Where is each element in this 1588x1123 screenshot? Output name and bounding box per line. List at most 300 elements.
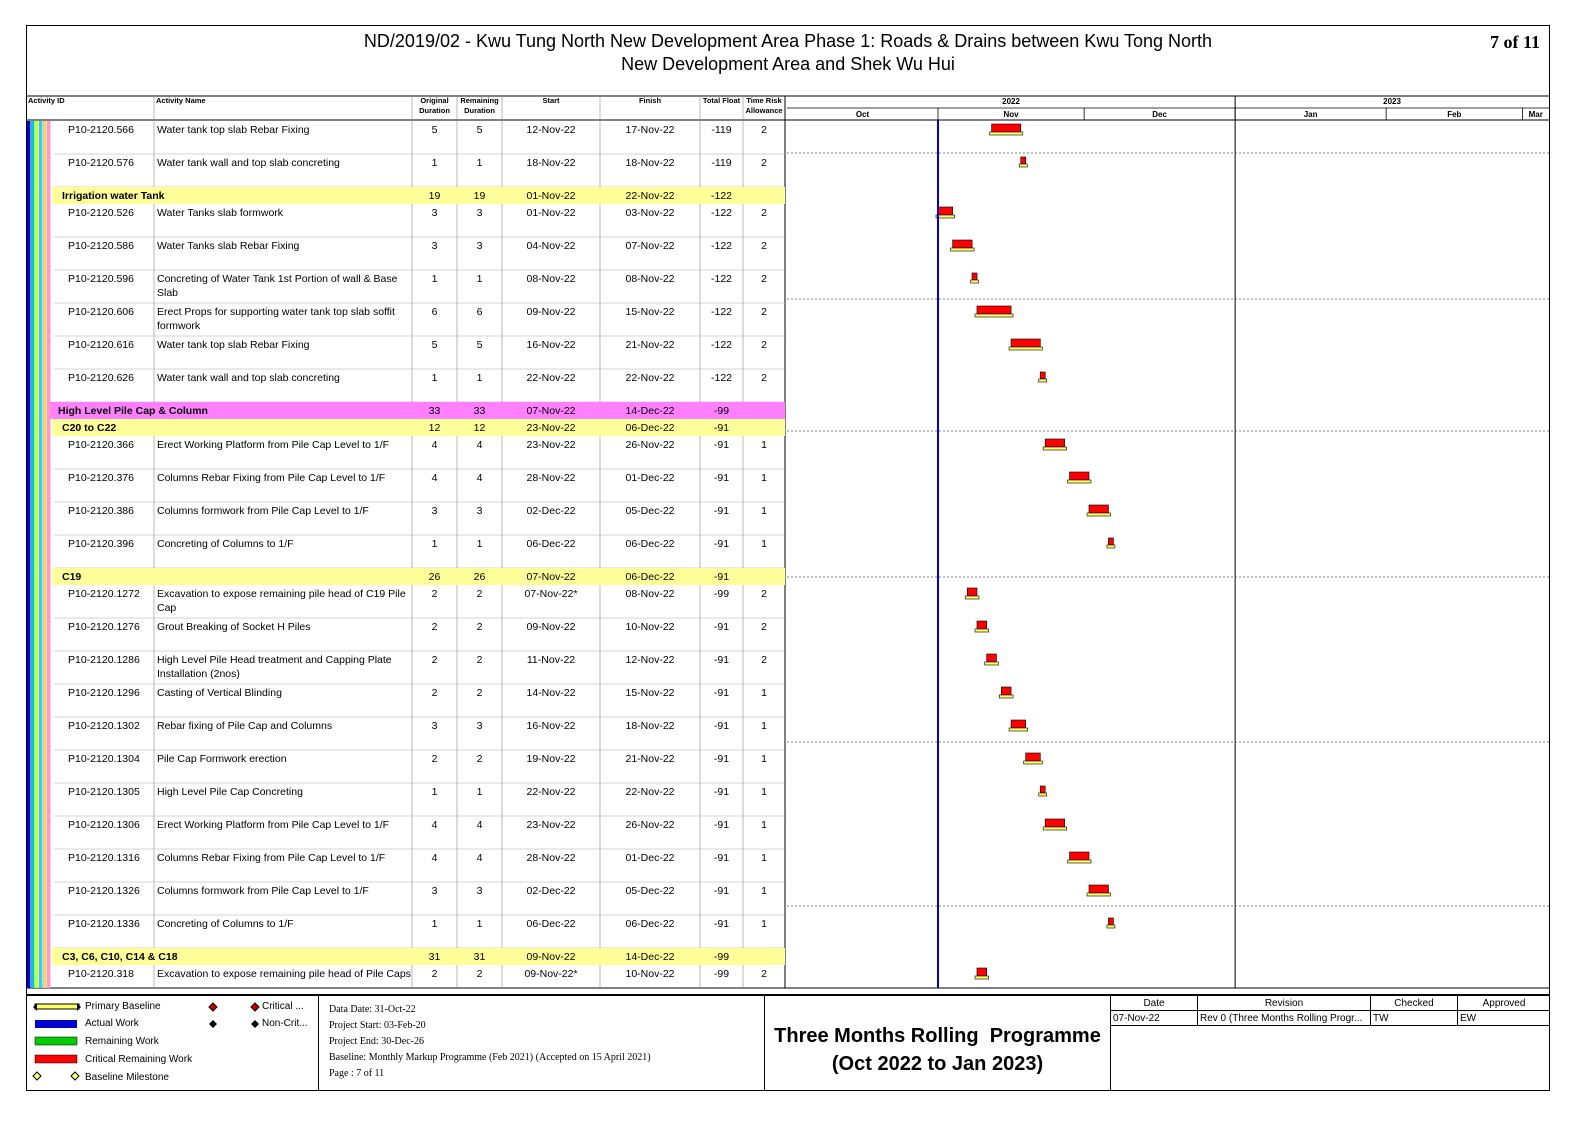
legend-critical-diamond-2 — [251, 1003, 259, 1011]
critical-bar — [1045, 819, 1064, 827]
task-cell-fi: 26-Nov-22 — [625, 819, 675, 831]
task-cell-fi: 22-Nov-22 — [625, 372, 675, 384]
wbs-cell-st: 09-Nov-22 — [526, 951, 576, 963]
month-label-mar: Mar — [1528, 110, 1543, 119]
legend-milestone-diamond-2 — [71, 1072, 79, 1080]
activity-id: P10-2120.376 — [68, 472, 134, 484]
rev-revision: Rev 0 (Three Months Rolling Progr... — [1198, 1011, 1371, 1026]
baseline-bar — [1068, 480, 1091, 483]
task-cell-od: 3 — [431, 885, 438, 897]
wbs-cell-st: 07-Nov-22 — [526, 405, 576, 417]
wbs-band — [52, 419, 785, 436]
task-cell-rd: 1 — [476, 538, 483, 550]
task-cell-rd: 4 — [476, 472, 483, 484]
legend-non-critical: Non-Crit... — [262, 1018, 308, 1029]
rev-header-date: Date — [1111, 996, 1198, 1011]
critical-bar — [938, 207, 953, 215]
task-cell-fi: 01-Dec-22 — [625, 472, 675, 484]
task-cell-rk: 1 — [761, 439, 767, 451]
task-cell-rd: 2 — [476, 621, 483, 633]
critical-bar — [977, 621, 987, 629]
task-cell-rd: 2 — [476, 588, 483, 600]
baseline-bar — [975, 629, 989, 632]
task-cell-st: 09-Nov-22 — [526, 306, 576, 318]
baseline-bar — [1009, 728, 1028, 731]
task-cell-st: 02-Dec-22 — [526, 885, 576, 897]
wbs-cell-od: 33 — [428, 405, 441, 417]
wbs-level-stripe — [31, 121, 35, 988]
baseline-bar — [975, 314, 1013, 317]
activity-id: P10-2120.1296 — [68, 687, 140, 699]
task-cell-od: 1 — [431, 918, 438, 930]
activity-name: Columns Rebar Fixing from Pile Cap Level to 1/F — [157, 472, 386, 484]
wbs-level-stripe — [39, 121, 43, 988]
activity-id: P10-2120.366 — [68, 439, 134, 451]
task-cell-rd: 4 — [476, 819, 483, 831]
activity-name: Excavation to expose remaining pile head of C19 Pile — [157, 588, 406, 600]
task-cell-od: 4 — [431, 852, 438, 864]
activity-name: Water Tanks slab formwork — [157, 207, 284, 219]
task-cell-od: 1 — [431, 157, 438, 169]
task-cell-st: 08-Nov-22 — [526, 273, 576, 285]
wbs-level-stripe — [27, 121, 31, 988]
wbs-name: C19 — [62, 571, 82, 583]
baseline-bar — [975, 976, 989, 979]
task-cell-rk: 1 — [761, 852, 767, 864]
task-cell-od: 1 — [431, 273, 438, 285]
task-cell-od: 3 — [431, 720, 438, 732]
activity-name: Columns Rebar Fixing from Pile Cap Level to 1/F — [157, 852, 386, 864]
column-header-total-float: Total Float — [702, 96, 741, 105]
activity-id: P10-2120.1286 — [68, 654, 140, 666]
task-cell-st: 28-Nov-22 — [526, 472, 576, 484]
wbs-level-stripe — [47, 121, 51, 988]
programme-title-line-1: Three Months Rolling Programme — [774, 1025, 1101, 1047]
activity-name: High Level Pile Head treatment and Capping Plate — [157, 654, 392, 666]
task-cell-rd: 6 — [476, 306, 483, 318]
legend-milestone-diamond-1 — [33, 1072, 41, 1080]
wbs-cell-fi: 14-Dec-22 — [625, 405, 675, 417]
task-cell-rd: 1 — [476, 786, 483, 798]
baseline-bar — [1087, 513, 1110, 516]
wbs-cell-tf: -122 — [710, 190, 733, 202]
programme-title-line-2: (Oct 2022 to Jan 2023) — [831, 1053, 1044, 1075]
task-cell-rk: 1 — [761, 819, 767, 831]
baseline-bar — [1107, 925, 1115, 928]
revision-table — [1110, 996, 1550, 1090]
critical-bar — [953, 240, 972, 248]
rev-checked: TW — [1371, 1011, 1458, 1026]
baseline-bar — [965, 596, 979, 599]
project-start: Project Start: 03-Feb-20 — [329, 1020, 426, 1031]
task-cell-fi: 10-Nov-22 — [625, 621, 675, 633]
task-cell-st: 22-Nov-22 — [526, 786, 576, 798]
task-cell-od: 4 — [431, 439, 438, 451]
baseline-bar — [985, 662, 999, 665]
task-cell-od: 1 — [431, 786, 438, 798]
wbs-cell-rd: 31 — [473, 951, 486, 963]
task-cell-rk: 2 — [761, 339, 767, 351]
column-header-activity_name: Activity Name — [156, 96, 206, 105]
task-cell-rd: 2 — [476, 687, 483, 699]
task-cell-rd: 3 — [476, 885, 483, 897]
activity-id: P10-2120.526 — [68, 207, 134, 219]
task-cell-rk: 1 — [761, 687, 767, 699]
task-cell-tf: -99 — [713, 588, 730, 600]
wbs-cell-od: 12 — [428, 422, 441, 434]
wbs-cell-tf: -91 — [713, 422, 730, 434]
task-cell-st: 23-Nov-22 — [526, 819, 576, 831]
activity-name: Concreting of Columns to 1/F — [157, 918, 294, 930]
task-cell-tf: -91 — [713, 918, 730, 930]
task-cell-rk: 2 — [761, 207, 767, 219]
month-label-jan: Jan — [1303, 110, 1318, 119]
wbs-cell-fi: 06-Dec-22 — [625, 571, 675, 583]
task-cell-fi: 05-Dec-22 — [625, 505, 675, 517]
task-cell-rk: 1 — [761, 753, 767, 765]
activity-name: Columns formwork from Pile Cap Level to 1/F — [157, 505, 369, 517]
activity-id: P10-2120.1326 — [68, 885, 140, 897]
activity-id: P10-2120.566 — [68, 124, 134, 136]
task-cell-od: 4 — [431, 472, 438, 484]
task-cell-rd: 5 — [476, 339, 483, 351]
legend-baseline-swatch — [35, 1004, 79, 1009]
critical-bar — [1045, 439, 1064, 447]
legend-actual-swatch — [35, 1020, 77, 1028]
column-header-finish: Finish — [638, 96, 662, 105]
legend-remaining-swatch — [35, 1037, 77, 1045]
activity-id: P10-2120.1304 — [68, 753, 140, 765]
task-cell-fi: 21-Nov-22 — [625, 339, 675, 351]
task-cell-fi: 08-Nov-22 — [625, 588, 675, 600]
legend-critical: Critical ... — [262, 1001, 304, 1012]
legend-noncrit-diamond-2 — [251, 1020, 259, 1028]
task-cell-fi: 21-Nov-22 — [625, 753, 675, 765]
task-cell-fi: 12-Nov-22 — [625, 654, 675, 666]
critical-bar — [977, 968, 987, 976]
task-cell-rd: 1 — [476, 918, 483, 930]
task-cell-rk: 1 — [761, 918, 767, 930]
wbs-cell-tf: -99 — [713, 951, 730, 963]
task-cell-rk: 2 — [761, 306, 767, 318]
legend-actual-work: Actual Work — [85, 1018, 139, 1029]
baseline-bar — [990, 132, 1023, 135]
wbs-cell-tf: -91 — [713, 571, 730, 583]
baseline-bar — [1068, 860, 1091, 863]
wbs-cell-rd: 26 — [473, 571, 486, 583]
task-cell-od: 1 — [431, 538, 438, 550]
task-cell-tf: -99 — [713, 968, 730, 980]
wbs-level-stripe — [35, 121, 39, 988]
critical-bar — [992, 124, 1021, 132]
task-cell-fi: 22-Nov-22 — [625, 786, 675, 798]
activity-id: P10-2120.396 — [68, 538, 134, 550]
task-cell-fi: 05-Dec-22 — [625, 885, 675, 897]
task-cell-tf: -91 — [713, 472, 730, 484]
project-info — [318, 996, 763, 1090]
task-cell-tf: -122 — [710, 207, 733, 219]
activity-name-line-2: formwork — [157, 320, 201, 332]
task-cell-od: 5 — [431, 124, 438, 136]
task-cell-fi: 06-Dec-22 — [625, 538, 675, 550]
critical-bar — [1070, 472, 1089, 480]
task-cell-rk: 2 — [761, 124, 767, 136]
wbs-cell-rd: 33 — [473, 405, 486, 417]
activity-name: Water tank top slab Rebar Fixing — [157, 124, 310, 136]
task-cell-st: 11-Nov-22 — [526, 654, 576, 666]
activity-name: Water tank top slab Rebar Fixing — [157, 339, 310, 351]
task-cell-tf: -122 — [710, 273, 733, 285]
task-cell-st: 19-Nov-22 — [526, 753, 576, 765]
task-cell-fi: 10-Nov-22 — [625, 968, 675, 980]
baseline-bar — [1039, 793, 1047, 796]
critical-bar — [1026, 753, 1041, 761]
task-cell-od: 2 — [431, 588, 438, 600]
activity-id: P10-2120.596 — [68, 273, 134, 285]
legend-baseline-milestone: Baseline Milestone — [85, 1072, 169, 1083]
activity-name: Water tank wall and top slab concreting — [157, 372, 340, 384]
task-cell-rk: 1 — [761, 885, 767, 897]
year-label-2022: 2022 — [1002, 97, 1020, 106]
task-cell-st: 07-Nov-22* — [524, 588, 578, 600]
wbs-cell-fi: 22-Nov-22 — [625, 190, 675, 202]
task-cell-st: 22-Nov-22 — [526, 372, 576, 384]
task-cell-fi: 26-Nov-22 — [625, 439, 675, 451]
task-cell-rd: 3 — [476, 207, 483, 219]
activity-id: P10-2120.1305 — [68, 786, 140, 798]
task-cell-st: 01-Nov-22 — [526, 207, 576, 219]
task-cell-fi: 18-Nov-22 — [625, 720, 675, 732]
task-cell-od: 6 — [431, 306, 438, 318]
activity-name-line-2: Installation (2nos) — [157, 668, 240, 680]
column-header-rem-dur: Remaining — [460, 96, 499, 105]
critical-bar — [967, 588, 977, 596]
month-label-dec: Dec — [1152, 110, 1167, 119]
task-cell-tf: -122 — [710, 372, 733, 384]
task-cell-od: 2 — [431, 968, 438, 980]
activity-name: Excavation to expose remaining pile head of Pile Caps — [157, 968, 411, 980]
activity-name: Water Tanks slab Rebar Fixing — [157, 240, 300, 252]
task-cell-tf: -91 — [713, 819, 730, 831]
baseline-bar — [1039, 379, 1047, 382]
wbs-cell-rd: 19 — [473, 190, 486, 202]
activity-id: P10-2120.576 — [68, 157, 134, 169]
title-line-2: New Development Area and Shek Wu Hui — [621, 54, 955, 74]
task-cell-rk: 2 — [761, 654, 767, 666]
activity-name: Concreting of Columns to 1/F — [157, 538, 294, 550]
data-date: Data Date: 31-Oct-22 — [329, 1004, 416, 1015]
task-cell-od: 3 — [431, 207, 438, 219]
activity-name-line-2: Cap — [157, 602, 177, 614]
task-cell-od: 4 — [431, 819, 438, 831]
activity-name: Rebar fixing of Pile Cap and Columns — [157, 720, 333, 732]
task-cell-rd: 5 — [476, 124, 483, 136]
wbs-name: High Level Pile Cap & Column — [58, 405, 208, 417]
task-cell-rk: 2 — [761, 273, 767, 285]
task-cell-od: 5 — [431, 339, 438, 351]
task-cell-st: 18-Nov-22 — [526, 157, 576, 169]
task-cell-rd: 4 — [476, 439, 483, 451]
activity-name: Columns formwork from Pile Cap Level to 1/F — [157, 885, 369, 897]
task-cell-rd: 3 — [476, 240, 483, 252]
task-cell-rk: 2 — [761, 588, 767, 600]
task-cell-fi: 17-Nov-22 — [625, 124, 675, 136]
task-cell-st: 09-Nov-22 — [526, 621, 576, 633]
rev-header-revision: Revision — [1198, 996, 1371, 1011]
task-cell-rk: 1 — [761, 538, 767, 550]
baseline-bar — [999, 695, 1013, 698]
task-cell-fi: 01-Dec-22 — [625, 852, 675, 864]
task-cell-rk: 2 — [761, 240, 767, 252]
year-label-2023: 2023 — [1383, 97, 1401, 106]
task-cell-tf: -119 — [711, 124, 732, 136]
wbs-level-stripe — [43, 121, 47, 988]
activity-id: P10-2120.626 — [68, 372, 134, 384]
task-cell-tf: -91 — [713, 621, 730, 633]
column-header-orig-dur-2: Duration — [419, 106, 450, 115]
task-cell-tf: -91 — [713, 885, 730, 897]
task-cell-od: 2 — [431, 654, 438, 666]
critical-bar — [977, 306, 1011, 314]
critical-bar — [1070, 852, 1089, 860]
activity-name: Grout Breaking of Socket H Piles — [157, 621, 311, 633]
task-cell-fi: 08-Nov-22 — [625, 273, 675, 285]
task-cell-tf: -91 — [713, 786, 730, 798]
critical-bar — [1089, 505, 1108, 513]
baseline-info: Baseline: Monthly Markup Programme (Feb 2021) (Accepted on 15 April 2021) — [329, 1052, 651, 1063]
rev-header-checked: Checked — [1371, 996, 1458, 1011]
legend-remaining-work: Remaining Work — [85, 1036, 159, 1047]
task-cell-od: 2 — [431, 621, 438, 633]
page-number: 7 of 11 — [1489, 32, 1540, 52]
task-cell-rk: 2 — [761, 621, 767, 633]
wbs-cell-fi: 14-Dec-22 — [625, 951, 675, 963]
task-cell-st: 16-Nov-22 — [526, 339, 576, 351]
activity-name: Concreting of Water Tank 1st Portion of wall & Base — [157, 273, 398, 285]
baseline-bar — [951, 248, 974, 251]
wbs-name: C3, C6, C10, C14 & C18 — [62, 951, 178, 963]
column-header-orig-dur: Original — [420, 96, 449, 105]
activity-id: P10-2120.386 — [68, 505, 134, 517]
critical-bar — [987, 654, 997, 662]
activity-name: Erect Working Platform from Pile Cap Level to 1/F — [157, 819, 390, 831]
task-cell-od: 3 — [431, 240, 438, 252]
critical-bar — [1108, 918, 1113, 925]
page-info: Page : 7 of 11 — [329, 1068, 385, 1079]
activity-name-line-2: Slab — [157, 287, 179, 299]
rev-header-approved: Approved — [1458, 996, 1551, 1011]
task-cell-od: 3 — [431, 505, 438, 517]
column-header-rem-dur-2: Duration — [464, 106, 495, 115]
baseline-bar — [1024, 761, 1043, 764]
baseline-bar — [1019, 164, 1027, 167]
task-cell-tf: -119 — [711, 157, 732, 169]
legend-critical-swatch — [35, 1055, 77, 1063]
task-cell-tf: -91 — [713, 720, 730, 732]
column-header-risk-2: Allowance — [745, 106, 783, 115]
activity-name: High Level Pile Cap Concreting — [157, 786, 303, 798]
task-cell-tf: -91 — [713, 753, 730, 765]
wbs-cell-st: 23-Nov-22 — [526, 422, 576, 434]
task-cell-rd: 2 — [476, 968, 483, 980]
critical-bar — [1011, 339, 1040, 347]
activity-id: P10-2120.1316 — [68, 852, 140, 864]
task-cell-fi: 15-Nov-22 — [625, 306, 675, 318]
activity-id: P10-2120.586 — [68, 240, 134, 252]
legend — [27, 996, 317, 1090]
task-cell-tf: -91 — [713, 687, 730, 699]
baseline-bar — [1107, 545, 1115, 548]
activity-id: P10-2120.1272 — [68, 588, 140, 600]
wbs-name: C20 to C22 — [62, 422, 117, 434]
task-cell-st: 06-Dec-22 — [526, 538, 576, 550]
activity-id: P10-2120.318 — [68, 968, 134, 980]
legend-noncrit-diamond-1 — [209, 1020, 217, 1028]
task-cell-rk: 2 — [761, 372, 767, 384]
task-cell-tf: -91 — [713, 505, 730, 517]
month-label-feb: Feb — [1447, 110, 1462, 119]
task-cell-st: 02-Dec-22 — [526, 505, 576, 517]
wbs-cell-od: 19 — [428, 190, 441, 202]
task-cell-rk: 1 — [761, 505, 767, 517]
task-cell-tf: -91 — [713, 852, 730, 864]
critical-bar — [1108, 538, 1113, 545]
task-cell-st: 28-Nov-22 — [526, 852, 576, 864]
activity-name: Erect Props for supporting water tank top slab soffit — [157, 306, 395, 318]
task-cell-tf: -122 — [710, 306, 733, 318]
wbs-cell-rd: 12 — [473, 422, 486, 434]
task-cell-rd: 4 — [476, 852, 483, 864]
column-header-start: Start — [542, 96, 560, 105]
baseline-bar — [1087, 893, 1110, 896]
month-label-nov: Nov — [1003, 110, 1019, 119]
task-cell-fi: 18-Nov-22 — [625, 157, 675, 169]
wbs-name: Irrigation water Tank — [62, 190, 165, 202]
baseline-bar — [1043, 447, 1066, 450]
title-line-1: ND/2019/02 - Kwu Tung North New Development Area Phase 1: Roads & Drains between Kwu Tong North — [363, 31, 1213, 51]
activity-name: Water tank wall and top slab concreting — [157, 157, 340, 169]
activity-name: Casting of Vertical Blinding — [157, 687, 282, 699]
baseline-bar — [971, 280, 979, 283]
activity-id: P10-2120.1336 — [68, 918, 140, 930]
project-end: Project End: 30-Dec-26 — [329, 1036, 424, 1047]
task-cell-rk: 2 — [761, 157, 767, 169]
task-cell-tf: -91 — [713, 654, 730, 666]
task-cell-st: 04-Nov-22 — [526, 240, 576, 252]
activity-name: Erect Working Platform from Pile Cap Level to 1/F — [157, 439, 390, 451]
task-cell-fi: 15-Nov-22 — [625, 687, 675, 699]
task-cell-tf: -91 — [713, 439, 730, 451]
task-cell-tf: -122 — [710, 339, 733, 351]
activity-id: P10-2120.1276 — [68, 621, 140, 633]
legend-primary-baseline: Primary Baseline — [85, 1001, 161, 1012]
critical-bar — [1011, 720, 1026, 728]
task-cell-rd: 1 — [476, 273, 483, 285]
rev-approved: EW — [1458, 1011, 1551, 1026]
column-header-activity_id: Activity ID — [28, 96, 65, 105]
legend-critical-diamond-1 — [209, 1003, 217, 1011]
activity-id: P10-2120.616 — [68, 339, 134, 351]
task-cell-tf: -122 — [710, 240, 733, 252]
task-cell-fi: 03-Nov-22 — [625, 207, 675, 219]
wbs-cell-od: 26 — [428, 571, 441, 583]
wbs-cell-tf: -99 — [713, 405, 730, 417]
rev-date: 07-Nov-22 — [1111, 1011, 1198, 1026]
activity-id: P10-2120.1302 — [68, 720, 140, 732]
critical-bar — [1040, 372, 1045, 379]
wbs-cell-st: 01-Nov-22 — [526, 190, 576, 202]
wbs-cell-st: 07-Nov-22 — [526, 571, 576, 583]
